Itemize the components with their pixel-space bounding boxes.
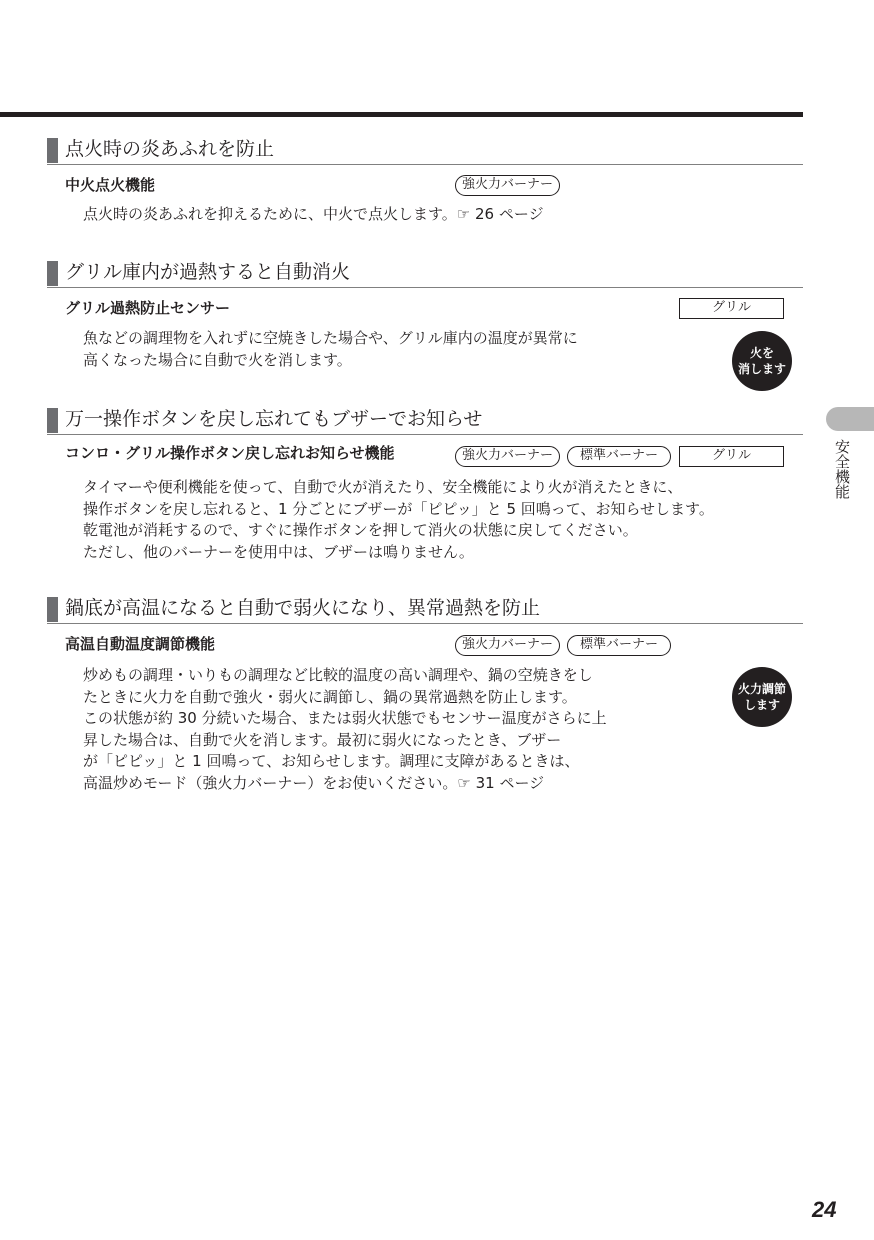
description-line: 操作ボタンを戻し忘れると、1 分ごとにブザーが「ピピッ」と 5 回鳴って、お知らせします。 xyxy=(83,499,714,518)
section-title: グリル庫内が過熱すると自動消火 xyxy=(65,261,351,283)
description-line: タイマーや便利機能を使って、自動で火が消えたり、安全機能により火が消えたときに、 xyxy=(83,478,683,496)
section-flame-overflow xyxy=(47,135,803,223)
chapter-label: 安全機能 xyxy=(833,439,851,499)
badge-line: 火を xyxy=(749,346,774,360)
section-rule xyxy=(47,287,803,288)
feature-description xyxy=(83,328,578,371)
section-marker xyxy=(47,597,58,622)
badge-line: 火力調節 xyxy=(737,682,786,696)
description-line: 炒めもの調理・いりもの調理など比較的温度の高い調理や、鍋の空焼きをし xyxy=(83,666,593,684)
description-line: 点火時の炎あふれを抑えるために、中火で点火します。☞ 26 ページ xyxy=(83,205,544,223)
section-knob-reminder xyxy=(47,405,803,561)
badge-high-power-burner: 強火力バーナー xyxy=(455,175,560,196)
feature-description xyxy=(83,665,607,794)
badge-high-power-burner: 強火力バーナー xyxy=(455,635,560,656)
feature-title: 中火点火機能 xyxy=(65,176,156,194)
badge-standard-burner: 標準バーナー xyxy=(567,446,671,467)
description-line: 高温炒めモード（強火力バーナー）をお使いください。☞ 31 ページ xyxy=(83,773,545,792)
feature-title: 高温自動温度調節機能 xyxy=(65,635,216,653)
section-header xyxy=(47,594,803,624)
section-rule xyxy=(47,434,803,435)
description-line: この状態が約 30 分続いた場合、または弱火状態でもセンサー温度がさらに上 xyxy=(83,709,607,727)
section-rule xyxy=(47,164,803,165)
feature-title: グリル過熱防止センサー xyxy=(65,299,231,317)
section-high-temp-control xyxy=(47,594,803,792)
description-line: 乾電池が消耗するので、すぐに操作ボタンを押して消火の状態に戻してください。 xyxy=(83,521,638,539)
section-header xyxy=(47,258,803,288)
page-number: 24 xyxy=(812,1197,837,1222)
feature-title: コンロ・グリル操作ボタン戻し忘れお知らせ機能 xyxy=(65,444,395,462)
auto-extinguish-badge xyxy=(732,331,792,391)
section-title: 点火時の炎あふれを防止 xyxy=(65,138,275,160)
description-line: たときに火力を自動で強火・弱火に調節し、鍋の異常過熱を防止します。 xyxy=(83,687,577,706)
section-header xyxy=(47,135,803,165)
chapter-tab xyxy=(826,407,874,431)
description-line: 昇した場合は、自動で火を消します。最初に弱火になったとき、ブザー xyxy=(83,730,562,749)
feature-description xyxy=(83,477,714,563)
badge-standard-burner: 標準バーナー xyxy=(567,635,671,656)
feature-description xyxy=(83,204,544,226)
badge-line: 消します xyxy=(737,362,786,376)
description-line: ただし、他のバーナーを使用中は、ブザーは鳴りません。 xyxy=(83,542,474,561)
description-line: 高くなった場合に自動で火を消します。 xyxy=(83,350,352,369)
top-rule xyxy=(0,112,803,117)
section-marker xyxy=(47,261,58,286)
section-marker xyxy=(47,408,58,433)
badge-grill: グリル xyxy=(679,298,784,319)
section-header xyxy=(47,405,803,435)
section-title: 万一操作ボタンを戻し忘れてもブザーでお知らせ xyxy=(65,408,483,430)
section-marker xyxy=(47,138,58,163)
section-grill-overheat xyxy=(47,258,803,376)
badge-line: します xyxy=(743,698,780,712)
heat-adjust-badge xyxy=(732,667,792,727)
badge-grill: グリル xyxy=(679,446,784,467)
section-title: 鍋底が高温になると自動で弱火になり、異常過熱を防止 xyxy=(65,597,541,619)
description-line: が「ピピッ」と 1 回鳴って、お知らせします。調理に支障があるときは、 xyxy=(83,752,580,770)
badge-high-power-burner: 強火力バーナー xyxy=(455,446,560,467)
description-line: 魚などの調理物を入れずに空焼きした場合や、グリル庫内の温度が異常に xyxy=(83,329,578,347)
section-rule xyxy=(47,623,803,624)
